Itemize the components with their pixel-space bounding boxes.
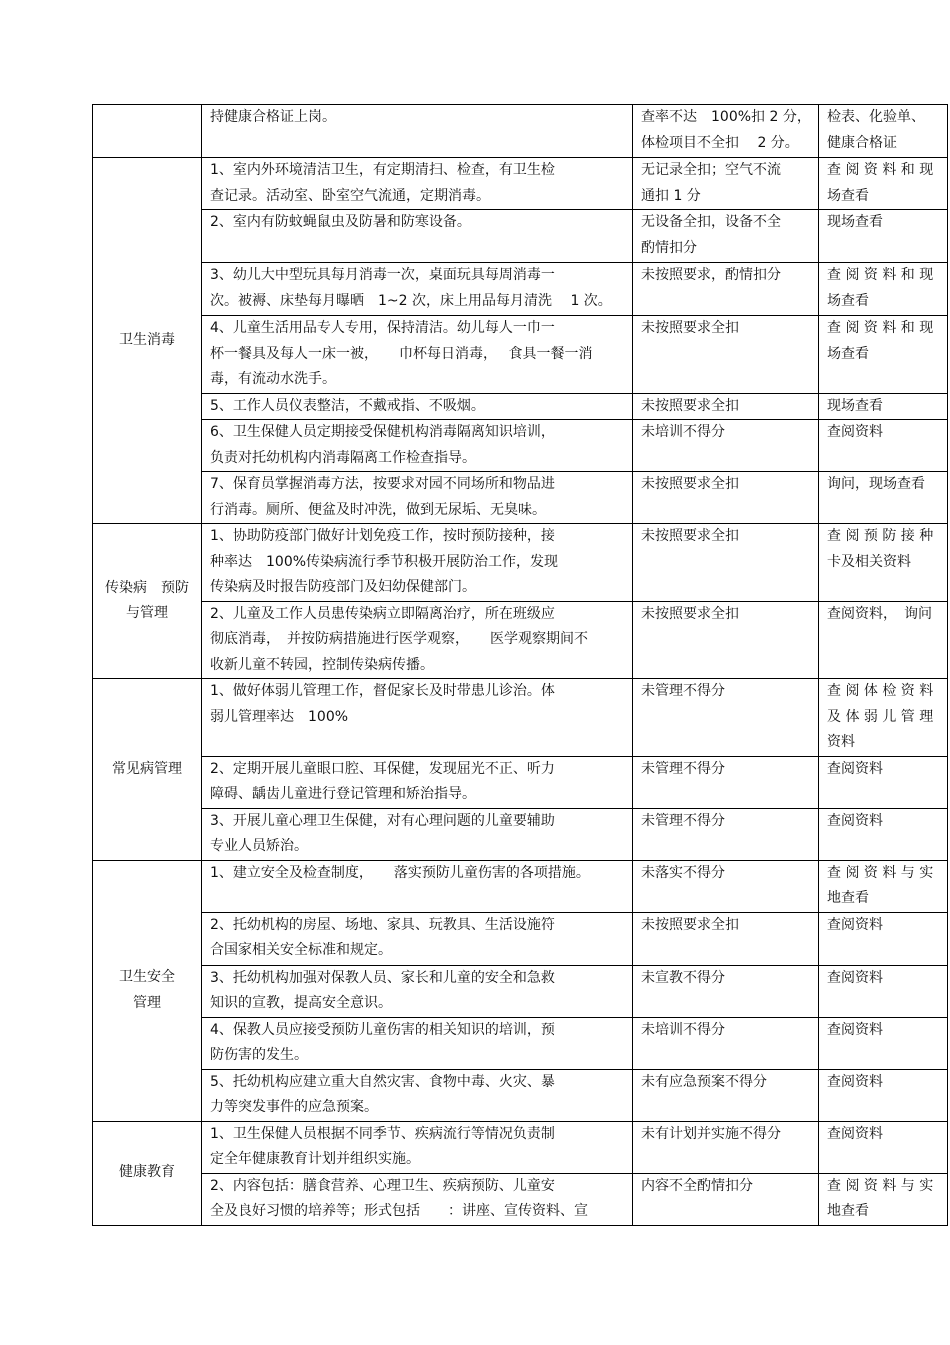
method-cell-line: 查阅资料， 询问 <box>827 605 932 622</box>
scoring-cell-line: 未管理不得分 <box>641 683 725 699</box>
method-cell <box>819 601 948 679</box>
requirement-cell-line: 杯一餐具及每人一床一被， 巾杯每日消毒， 食具一餐一消 <box>210 345 593 362</box>
scoring-cell-line: 无记录全扣；空气不流 <box>641 162 781 178</box>
method-cell-line: 查 阅 体 检 资 料 <box>827 683 934 699</box>
inspection-table-body <box>93 105 948 1226</box>
scoring-cell-line: 未培训不得分 <box>641 1021 725 1038</box>
table-row <box>93 393 948 420</box>
category-line: 卫生安全 <box>119 969 175 985</box>
requirement-cell <box>202 472 633 524</box>
method-cell-line: 检表、化验单、 <box>827 109 925 125</box>
requirement-cell-line: 定全年健康教育计划并组织实施。 <box>210 1151 420 1167</box>
requirement-cell-line: 种率达 100%传染病流行季节积极开展防治工作，发现 <box>210 553 559 570</box>
requirement-cell-line: 4、儿童生活用品专人专用，保持清洁。幼儿每人一巾一 <box>210 320 555 336</box>
table-row <box>93 679 948 757</box>
category-cell: 卫生消毒 <box>93 158 202 524</box>
requirement-cell <box>202 1017 633 1069</box>
scoring-cell <box>633 210 819 263</box>
scoring-cell-line: 未按照要求全扣 <box>641 476 739 492</box>
requirement-cell <box>202 316 633 394</box>
method-cell-line: 查 阅 资 料 与 实 <box>827 1177 934 1194</box>
requirement-cell-line: 2、儿童及工作人员患传染病立即隔离治疗，所在班级应 <box>210 605 555 622</box>
method-cell <box>819 263 948 316</box>
method-cell <box>819 1017 948 1069</box>
requirement-cell-line: 知识的宣教，提高安全意识。 <box>210 995 392 1011</box>
requirement-cell-line: 1、卫生保健人员根据不同季节、疾病流行等情况负责制 <box>210 1125 555 1142</box>
method-cell-line: 查阅资料 <box>827 1021 883 1038</box>
table-row <box>93 210 948 263</box>
scoring-cell-line: 未按照要求全扣 <box>641 528 739 544</box>
scoring-cell <box>633 679 819 757</box>
requirement-cell <box>202 210 633 263</box>
method-cell-line: 及 体 弱 儿 管 理 <box>827 708 934 725</box>
scoring-cell <box>633 1121 819 1173</box>
table-row <box>93 472 948 524</box>
requirement-cell <box>202 756 633 808</box>
requirement-cell-line: 5、工作人员仪表整洁，不戴戒指、不吸烟。 <box>210 397 485 414</box>
requirement-cell-line: 合国家相关安全标准和规定。 <box>210 942 392 958</box>
category-line: 传染病 预防 <box>105 579 189 596</box>
requirement-cell-line: 全及良好习惯的培养等；形式包括 ：讲座、宣传资料、宣 <box>210 1203 588 1219</box>
scoring-cell-line: 未培训不得分 <box>641 424 725 440</box>
scoring-cell <box>633 316 819 394</box>
scoring-cell-line: 未有应急预案不得分 <box>641 1073 767 1090</box>
scoring-cell-line: 内容不全酌情扣分 <box>641 1177 753 1194</box>
table-row <box>93 1173 948 1225</box>
table-row <box>93 912 948 965</box>
scoring-cell <box>633 263 819 316</box>
scoring-cell-line: 未有计划并实施不得分 <box>641 1125 781 1142</box>
method-cell-line: 现场查看 <box>827 397 883 414</box>
method-cell-line: 查 阅 资 料 和 现 <box>827 162 934 178</box>
table-row <box>93 965 948 1017</box>
category-line: 管理 <box>133 994 161 1011</box>
requirement-cell-line: 1、做好体弱儿管理工作，督促家长及时带患儿诊治。体 <box>210 683 555 699</box>
scoring-cell <box>633 420 819 472</box>
requirement-cell <box>202 1121 633 1173</box>
category-cell: 常见病管理 <box>93 679 202 861</box>
method-cell <box>819 472 948 524</box>
requirement-cell <box>202 1069 633 1121</box>
requirement-cell <box>202 420 633 472</box>
method-cell <box>819 105 948 158</box>
method-cell <box>819 860 948 912</box>
method-cell <box>819 210 948 263</box>
requirement-cell-line: 4、保教人员应接受预防儿童伤害的相关知识的培训，预 <box>210 1021 555 1038</box>
inspection-table <box>92 104 948 1226</box>
method-cell <box>819 316 948 394</box>
scoring-cell-line: 无设备全扣，设备不全 <box>641 214 781 230</box>
scoring-cell-line: 未宣教不得分 <box>641 969 725 986</box>
requirement-cell-line: 2、定期开展儿童眼口腔、耳保健，发现屈光不正、听力 <box>210 760 555 777</box>
requirement-cell <box>202 524 633 602</box>
requirement-cell-line: 7、保育员掌握消毒方法，按要求对园不同场所和物品进 <box>210 476 555 492</box>
method-cell <box>819 158 948 210</box>
table-row <box>93 316 948 394</box>
method-cell <box>819 679 948 757</box>
scoring-cell-line: 未管理不得分 <box>641 812 725 829</box>
scoring-cell-line: 未管理不得分 <box>641 760 725 777</box>
table-row <box>93 601 948 679</box>
requirement-cell-line: 2、托幼机构的房屋、场地、家具、玩教具、生活设施符 <box>210 916 555 933</box>
scoring-cell-line: 酌情扣分 <box>641 239 697 256</box>
method-cell <box>819 808 948 860</box>
scoring-cell <box>633 1173 819 1225</box>
table-row <box>93 756 948 808</box>
table-row <box>93 524 948 602</box>
method-cell <box>819 1173 948 1225</box>
requirement-cell <box>202 105 633 158</box>
scoring-cell-line: 未落实不得分 <box>641 864 725 881</box>
scoring-cell <box>633 524 819 602</box>
table-row <box>93 860 948 912</box>
scoring-cell-line: 体检项目不全扣 2 分。 <box>641 134 799 151</box>
requirement-cell <box>202 860 633 912</box>
scoring-cell <box>633 601 819 679</box>
table-row <box>93 420 948 472</box>
requirement-cell-line: 彻底消毒， 并按防病措施进行医学观察， 医学观察期间不 <box>210 631 588 647</box>
requirement-cell <box>202 965 633 1017</box>
table-row <box>93 263 948 316</box>
method-cell-line: 查阅资料 <box>827 916 883 933</box>
scoring-cell-line: 未按照要求全扣 <box>641 320 739 336</box>
method-cell-line: 查阅资料 <box>827 760 883 777</box>
method-cell-line: 地查看 <box>827 890 869 906</box>
requirement-cell-line: 障碍、龋齿儿童进行登记管理和矫治指导。 <box>210 786 476 802</box>
requirement-cell-line: 弱儿管理率达 100% <box>210 708 349 725</box>
category-cell <box>93 105 202 158</box>
requirement-cell <box>202 263 633 316</box>
method-cell-line: 询问，现场查看 <box>827 476 925 492</box>
method-cell-line: 查阅资料 <box>827 1125 883 1142</box>
scoring-cell <box>633 472 819 524</box>
requirement-cell-line: 3、幼儿大中型玩具每月消毒一次，桌面玩具每周消毒一 <box>210 267 555 283</box>
scoring-cell-line: 查率不达 100%扣 2 分， <box>641 109 811 125</box>
method-cell <box>819 1069 948 1121</box>
method-cell <box>819 393 948 420</box>
requirement-cell-line: 传染病及时报告防疫部门及妇幼保健部门。 <box>210 579 476 595</box>
method-cell <box>819 756 948 808</box>
method-cell-line: 查阅资料 <box>827 1073 883 1090</box>
table-row <box>93 158 948 210</box>
table-row <box>93 808 948 860</box>
method-cell-line: 健康合格证 <box>827 134 897 151</box>
requirement-cell-line: 次。被褥、床垫每月曝晒 1~2 次，床上用品每月清洗 1 次。 <box>210 292 612 309</box>
requirement-cell-line: 2、内容包括：膳食营养、心理卫生、疾病预防、儿童安 <box>210 1177 555 1194</box>
requirement-cell <box>202 912 633 965</box>
requirement-cell-line: 1、建立安全及检查制度， 落实预防儿童伤害的各项措施。 <box>210 864 590 881</box>
category-cell: 健康教育 <box>93 1121 202 1225</box>
requirement-cell-line: 3、托幼机构加强对保教人员、家长和儿童的安全和急救 <box>210 969 555 986</box>
method-cell-line: 查 阅 资 料 和 现 <box>827 320 934 336</box>
scoring-cell-line: 未按照要求全扣 <box>641 397 739 414</box>
requirement-cell <box>202 808 633 860</box>
scoring-cell-line: 通扣 1 分 <box>641 187 701 204</box>
method-cell-line: 卡及相关资料 <box>827 553 911 570</box>
requirement-cell-line: 3、开展儿童心理卫生保健，对有心理问题的儿童要辅助 <box>210 812 555 829</box>
method-cell-line: 查阅资料 <box>827 969 883 986</box>
requirement-cell-line: 毒，有流动水洗手。 <box>210 371 336 387</box>
requirement-cell-line: 持健康合格证上岗。 <box>210 109 336 125</box>
method-cell-line: 场查看 <box>827 187 869 204</box>
requirement-cell-line: 1、室内外环境清洁卫生，有定期清扫、检查，有卫生检 <box>210 162 555 178</box>
requirement-cell <box>202 601 633 679</box>
method-cell-line: 地查看 <box>827 1203 869 1219</box>
table-row <box>93 105 948 158</box>
requirement-cell <box>202 1173 633 1225</box>
requirement-cell-line: 查记录。活动室、卧室空气流通，定期消毒。 <box>210 187 490 204</box>
category-line: 与管理 <box>126 605 168 621</box>
requirement-cell <box>202 158 633 210</box>
category-cell <box>93 524 202 679</box>
method-cell-line: 场查看 <box>827 345 869 362</box>
method-cell <box>819 420 948 472</box>
requirement-cell-line: 收新儿童不转园，控制传染病传播。 <box>210 656 434 673</box>
table-row <box>93 1069 948 1121</box>
method-cell-line: 现场查看 <box>827 214 883 230</box>
requirement-cell-line: 1、协助防疫部门做好计划免疫工作，按时预防接种，接 <box>210 528 555 544</box>
scoring-cell <box>633 756 819 808</box>
method-cell-line: 场查看 <box>827 292 869 309</box>
scoring-cell <box>633 808 819 860</box>
method-cell-line: 资料 <box>827 734 855 750</box>
requirement-cell-line: 负责对托幼机构内消毒隔离工作检查指导。 <box>210 449 476 466</box>
table-row <box>93 1017 948 1069</box>
scoring-cell-line: 未按照要求全扣 <box>641 916 739 933</box>
scoring-cell <box>633 912 819 965</box>
requirement-cell <box>202 679 633 757</box>
scoring-cell-line: 未按照要求全扣 <box>641 605 739 622</box>
requirement-cell-line: 力等突发事件的应急预案。 <box>210 1099 378 1115</box>
method-cell-line: 查 阅 资 料 与 实 <box>827 864 934 881</box>
method-cell <box>819 524 948 602</box>
category-cell <box>93 860 202 1121</box>
method-cell-line: 查 阅 预 防 接 种 <box>827 528 934 544</box>
requirement-cell-line: 6、卫生保健人员定期接受保健机构消毒隔离知识培训， <box>210 424 555 440</box>
scoring-cell <box>633 1069 819 1121</box>
scoring-cell <box>633 1017 819 1069</box>
table-row <box>93 1121 948 1173</box>
method-cell <box>819 912 948 965</box>
requirement-cell <box>202 393 633 420</box>
requirement-cell-line: 5、托幼机构应建立重大自然灾害、食物中毒、火灾、暴 <box>210 1073 555 1090</box>
requirement-cell-line: 防伤害的发生。 <box>210 1047 308 1063</box>
scoring-cell <box>633 965 819 1017</box>
method-cell-line: 查 阅 资 料 和 现 <box>827 267 934 283</box>
scoring-cell <box>633 393 819 420</box>
method-cell <box>819 965 948 1017</box>
scoring-cell-line: 未按照要求，酌情扣分 <box>641 267 781 283</box>
method-cell <box>819 1121 948 1173</box>
requirement-cell-line: 专业人员矫治。 <box>210 838 308 854</box>
method-cell-line: 查阅资料 <box>827 812 883 829</box>
scoring-cell <box>633 105 819 158</box>
requirement-cell-line: 行消毒。厕所、便盆及时冲洗，做到无尿垢、无臭味。 <box>210 501 546 518</box>
requirement-cell-line: 2、室内有防蚊蝇鼠虫及防暑和防寒设备。 <box>210 214 471 230</box>
scoring-cell <box>633 158 819 210</box>
method-cell-line: 查阅资料 <box>827 424 883 440</box>
scoring-cell <box>633 860 819 912</box>
